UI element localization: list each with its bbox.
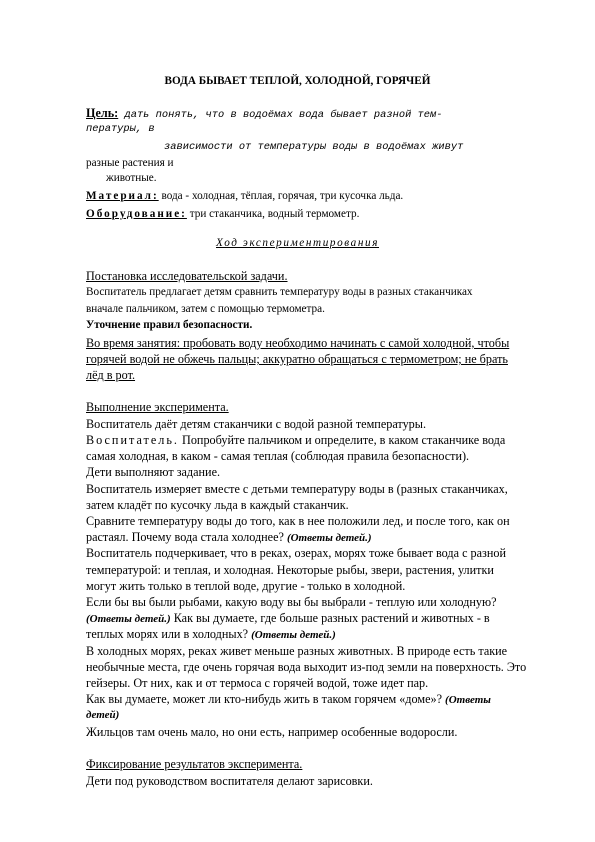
execution-line-4: Дети выполняют задание. bbox=[86, 465, 221, 479]
execution-line-2-text: Попробуйте пальчиком и определите, в каком стаканчике вода bbox=[178, 433, 506, 447]
teacher-label: Воспитатель. bbox=[86, 433, 179, 447]
execution-line-3: самая холодная, в каком - самая теплая (соблюдая правила безопасности). bbox=[86, 449, 470, 463]
materials-line bbox=[86, 186, 403, 204]
results-text-1: Дети под руководством воспитателя делают зарисовки. bbox=[86, 774, 373, 788]
goal-text-2: пературы, в bbox=[86, 123, 155, 135]
experiment-heading: Ход экспериментирования bbox=[216, 237, 379, 249]
execution-line-11: могут жить только в теплой воде, другие - только в холодной. bbox=[86, 579, 406, 593]
execution-heading: Выполнение эксперимента. bbox=[86, 400, 229, 414]
task-text-2: вначале пальчиком, затем с помощью термометра. bbox=[86, 303, 325, 315]
goal-line-1 bbox=[86, 104, 442, 122]
execution-line-5: Воспитатель измеряет вместе с детьми температуру воды в (разных стаканчиках, bbox=[86, 482, 508, 496]
results-heading: Фиксирование результатов эксперимента. bbox=[86, 757, 303, 771]
execution-line-18-text: Как вы думаете, может ли кто-нибудь жить в таком горячем «доме»? bbox=[86, 692, 446, 706]
execution-line-8 bbox=[86, 530, 372, 545]
goal-text-1: дать понять, что в водоёмах вода бывает разной тем- bbox=[118, 109, 443, 121]
materials-label: Материал: bbox=[86, 190, 159, 202]
task-heading: Постановка исследовательской задачи. bbox=[86, 269, 288, 283]
execution-line-6: затем кладёт по кусочку льда в каждый стаканчик. bbox=[86, 498, 349, 512]
execution-line-9: Воспитатель подчеркивает, что в реках, озерах, морях тоже бывает вода с разной bbox=[86, 546, 506, 560]
execution-line-7: Сравните температуру воды до того, как в нее положили лед, и после того, как он bbox=[86, 514, 510, 528]
children-answers-4: (Ответы bbox=[445, 694, 491, 706]
children-answers-2: (Ответы детей.) bbox=[86, 613, 171, 625]
execution-line-16: необычные места, где очень горячая вода выходит из-под земли на поверхность. Это bbox=[86, 660, 527, 674]
execution-line-18 bbox=[86, 692, 491, 707]
goal-label: Цель: bbox=[86, 106, 119, 120]
children-answers-4-cont: детей) bbox=[86, 709, 120, 721]
goal-text-5: животные. bbox=[106, 172, 157, 184]
execution-line-14 bbox=[86, 627, 336, 642]
execution-line-1: Воспитатель даёт детям стаканчики с водой разной температуры. bbox=[86, 417, 426, 431]
equipment-label: Оборудование: bbox=[86, 208, 187, 220]
execution-line-17: гейзеры. От них, как и от термоса с горячей водой, тоже идет пар. bbox=[86, 676, 429, 690]
equipment-line bbox=[86, 204, 359, 222]
equipment-text: три стаканчика, водный термометр. bbox=[186, 208, 360, 220]
execution-line-20: Жильцов там очень мало, но они есть, например особенные водоросли. bbox=[86, 725, 458, 739]
children-answers-1: (Ответы детей.) bbox=[286, 532, 372, 544]
page-title: ВОДА БЫВАЕТ ТЕПЛОЙ, ХОЛОДНОЙ, ГОРЯЧЕЙ bbox=[164, 75, 431, 87]
goal-text-3: зависимости от температуры воды в водоёмах живут bbox=[164, 141, 464, 153]
task-text-1: Воспитатель предлагает детям сравнить температуру воды в разных стаканчиках bbox=[86, 286, 473, 298]
materials-text: вода - холодная, тёплая, горячая, три кусочка льда. bbox=[158, 190, 404, 202]
execution-line-13 bbox=[86, 611, 490, 626]
goal-text-4: разные растения и bbox=[86, 157, 174, 169]
execution-line-8-text: растаял. Почему вода стала холоднее? bbox=[86, 530, 287, 544]
safety-text-1: Во время занятия: пробовать воду необходимо начинать с самой холодной, чтобы bbox=[86, 336, 510, 350]
execution-line-13-text: Как вы думаете, где больше разных растений и животных - в bbox=[170, 611, 490, 625]
execution-line-15: В холодных морях, реках живет меньше разных животных. В природе есть такие bbox=[86, 644, 508, 658]
execution-line-12: Если бы вы были рыбами, какую воду вы бы выбрали - теплую или холодную? bbox=[86, 595, 497, 609]
safety-heading: Уточнение правил безопасности. bbox=[86, 319, 253, 331]
safety-text-2: горячей водой не обжечь пальцы; аккуратно обращаться с термометром; не брать bbox=[86, 352, 508, 366]
safety-text-3: лёд в рот. bbox=[86, 368, 136, 382]
execution-line-2 bbox=[86, 433, 505, 448]
execution-line-14-text: теплых морях или в холодных? bbox=[86, 627, 252, 641]
execution-line-10: температурой: и теплая, и холодная. Некоторые рыбы, звери, растения, улитки bbox=[86, 563, 494, 577]
children-answers-3: (Ответы детей.) bbox=[251, 629, 336, 641]
